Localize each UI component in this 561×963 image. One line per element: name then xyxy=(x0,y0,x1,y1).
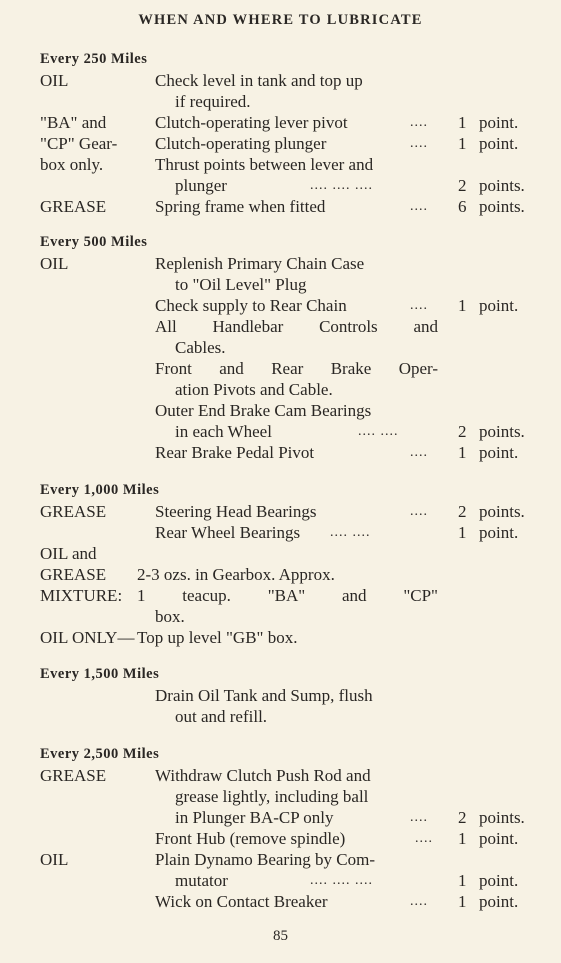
task-text: Check level in tank and top up xyxy=(155,71,363,90)
task-text: plunger xyxy=(175,176,227,195)
leader-dots: .... xyxy=(410,298,428,313)
schedule-row xyxy=(40,133,540,154)
schedule-row xyxy=(40,828,540,849)
leader-dots: .... .... .... xyxy=(310,178,373,193)
schedule-row xyxy=(40,870,540,891)
section-heading: Every 500 Miles xyxy=(40,234,148,250)
leader-dots: .... xyxy=(410,504,428,519)
task-text: if required. xyxy=(175,92,251,111)
point-unit: point. xyxy=(479,892,519,911)
schedule-row xyxy=(40,706,540,727)
task-text: Thrust points between lever and xyxy=(155,155,374,174)
schedule-row xyxy=(40,274,540,295)
schedule-row xyxy=(40,807,540,828)
task-text: in each Wheel xyxy=(175,422,272,441)
task-text: 2-3 ozs. in Gearbox. Approx. xyxy=(137,565,335,584)
schedule-row xyxy=(40,196,540,217)
point-count: 1 xyxy=(458,443,467,462)
schedule-row xyxy=(40,253,540,274)
task-text: Wick on Contact Breaker xyxy=(155,892,328,911)
schedule-row xyxy=(40,543,540,564)
task-text: Rear Wheel Bearings xyxy=(155,523,301,542)
schedule-row xyxy=(40,358,540,379)
task-text: ation Pivots and Cable. xyxy=(175,380,333,399)
task-text: Clutch-operating lever pivot xyxy=(155,113,348,132)
task-text: Front and Rear Brake Oper- xyxy=(155,359,438,378)
task-text: Plain Dynamo Bearing by Com- xyxy=(155,850,376,869)
schedule-row xyxy=(40,337,540,358)
schedule-row xyxy=(40,891,540,912)
leader-dots: .... .... xyxy=(358,424,399,439)
lubricant-label: OIL ONLY— xyxy=(40,628,135,647)
schedule-row xyxy=(40,685,540,706)
point-unit: point. xyxy=(479,871,519,890)
leader-dots: .... xyxy=(410,894,428,909)
task-text: mutator xyxy=(175,871,228,890)
schedule-row xyxy=(40,295,540,316)
lubricant-label: GREASE xyxy=(40,565,107,584)
point-unit: point. xyxy=(479,443,519,462)
lubricant-label: GREASE xyxy=(40,502,107,521)
lubricant-label: box only. xyxy=(40,155,104,174)
task-text: Outer End Brake Cam Bearings xyxy=(155,401,372,420)
schedule-row xyxy=(40,522,540,543)
point-count: 2 xyxy=(458,422,467,441)
point-count: 1 xyxy=(458,892,467,911)
lubricant-label: "CP" Gear- xyxy=(40,134,118,153)
point-count: 1 xyxy=(458,523,467,542)
task-text: grease lightly, including ball xyxy=(175,787,369,806)
point-count: 6 xyxy=(458,197,467,216)
task-text: Spring frame when fitted xyxy=(155,197,326,216)
task-text: out and refill. xyxy=(175,707,268,726)
task-text: in Plunger BA-CP only xyxy=(175,808,334,827)
section-2500-miles xyxy=(40,744,540,912)
section-250-miles xyxy=(40,49,540,217)
task-text: Withdraw Clutch Push Rod and xyxy=(155,766,371,785)
leader-dots: .... .... .... xyxy=(310,873,373,888)
point-unit: point. xyxy=(479,829,519,848)
task-text: Cables. xyxy=(175,338,226,357)
lubricant-label: OIL xyxy=(40,254,69,273)
task-text: Steering Head Bearings xyxy=(155,502,317,521)
schedule-row xyxy=(40,564,540,585)
task-text: Rear Brake Pedal Pivot xyxy=(155,443,315,462)
section-heading: Every 250 Miles xyxy=(40,51,148,67)
point-count: 1 xyxy=(458,113,467,132)
task-text: Replenish Primary Chain Case xyxy=(155,254,365,273)
task-text: 1 teacup. "BA" and "CP" xyxy=(137,586,438,605)
leader-dots: .... xyxy=(410,115,428,130)
point-unit: points. xyxy=(479,502,525,521)
task-text: Check supply to Rear Chain xyxy=(155,296,347,315)
point-unit: points. xyxy=(479,176,525,195)
leader-dots: .... xyxy=(410,810,428,825)
point-unit: point. xyxy=(479,523,519,542)
schedule-row xyxy=(40,112,540,133)
schedule-row xyxy=(40,175,540,196)
point-unit: point. xyxy=(479,134,519,153)
section-heading: Every 2,500 Miles xyxy=(40,746,160,762)
lubricant-label: GREASE xyxy=(40,197,107,216)
page-title: WHEN AND WHERE TO LUBRICATE xyxy=(138,12,423,28)
schedule-row xyxy=(40,849,540,870)
point-count: 1 xyxy=(458,134,467,153)
point-count: 2 xyxy=(458,808,467,827)
point-count: 2 xyxy=(458,176,467,195)
task-text: Clutch-operating plunger xyxy=(155,134,327,153)
lubricant-label: "BA" and xyxy=(40,113,107,132)
schedule-row xyxy=(40,400,540,421)
schedule-row xyxy=(40,585,540,606)
task-text: to "Oil Level" Plug xyxy=(175,275,307,294)
point-count: 2 xyxy=(458,502,467,521)
lubricant-label: MIXTURE: xyxy=(40,586,123,605)
point-unit: points. xyxy=(479,197,525,216)
point-count: 1 xyxy=(458,829,467,848)
page-number: 85 xyxy=(273,928,288,944)
point-count: 1 xyxy=(458,871,467,890)
leader-dots: .... xyxy=(410,445,428,460)
leader-dots: .... xyxy=(410,199,428,214)
section-heading: Every 1,500 Miles xyxy=(40,666,160,682)
schedule-row xyxy=(40,765,540,786)
schedule-row xyxy=(40,606,540,627)
task-text: All Handlebar Controls and xyxy=(155,317,438,336)
schedule-row xyxy=(40,379,540,400)
leader-dots: .... xyxy=(415,831,433,846)
schedule-row xyxy=(40,627,540,648)
schedule-row xyxy=(40,70,540,91)
schedule-row xyxy=(40,316,540,337)
task-text: Top up level "GB" box. xyxy=(137,628,298,647)
section-1000-miles xyxy=(40,480,540,648)
section-1500-miles xyxy=(40,664,540,727)
task-text: Drain Oil Tank and Sump, flush xyxy=(155,686,373,705)
point-unit: points. xyxy=(479,422,525,441)
leader-dots: .... .... xyxy=(330,525,371,540)
leader-dots: .... xyxy=(410,136,428,151)
point-unit: points. xyxy=(479,808,525,827)
task-text: Front Hub (remove spindle) xyxy=(155,829,346,848)
lubricant-label: OIL xyxy=(40,71,69,90)
schedule-row xyxy=(40,154,540,175)
schedule-row xyxy=(40,442,540,463)
lubricant-label: OIL and xyxy=(40,544,97,563)
point-count: 1 xyxy=(458,296,467,315)
lubricant-label: OIL xyxy=(40,850,69,869)
point-unit: point. xyxy=(479,113,519,132)
task-text: box. xyxy=(155,607,185,626)
lubricant-label: GREASE xyxy=(40,766,107,785)
section-heading: Every 1,000 Miles xyxy=(40,482,160,498)
point-unit: point. xyxy=(479,296,519,315)
schedule-row xyxy=(40,786,540,807)
schedule-row xyxy=(40,91,540,112)
section-500-miles xyxy=(40,232,540,463)
schedule-row xyxy=(40,501,540,522)
schedule-row xyxy=(40,421,540,442)
